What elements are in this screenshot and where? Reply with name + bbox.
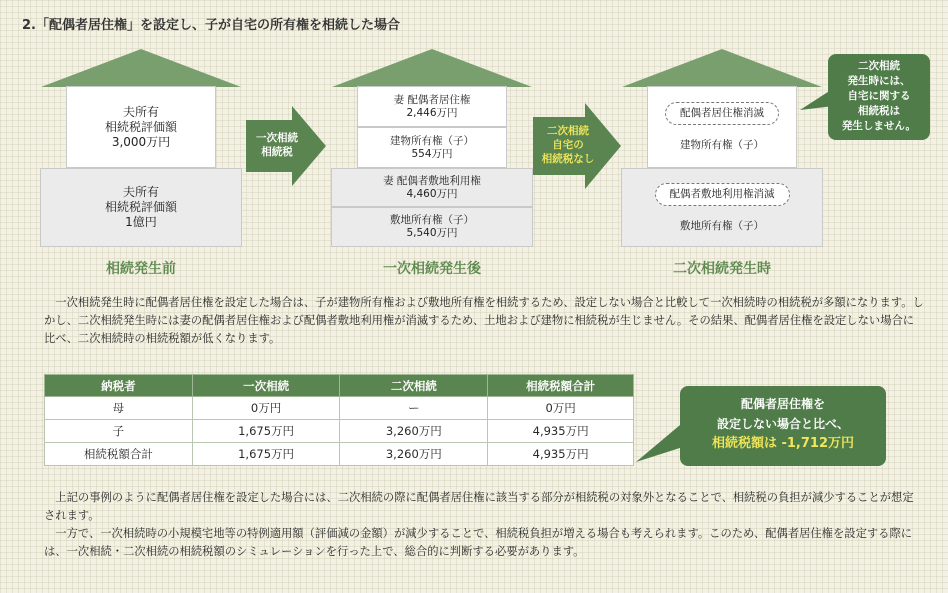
stage-label-before: 相続発生前 bbox=[106, 261, 176, 277]
building-value-before: 夫所有 相続税評価額 3,000万円 bbox=[66, 86, 216, 168]
header-total: 相続税額合計 bbox=[488, 375, 634, 397]
stage-label-first: 一次相続発生後 bbox=[383, 261, 481, 277]
header-first-inheritance: 一次相続 bbox=[192, 375, 340, 397]
land-use-right-extinguished: 配偶者敷地利用権消滅 bbox=[655, 183, 790, 206]
spouse-land-use-right: 妻 配偶者敷地利用権 4,460万円 bbox=[331, 168, 533, 207]
table-row: 子 1,675万円 3,260万円 4,935万円 bbox=[45, 420, 634, 443]
conclusion-paragraph-2: 一方で、一次相続時の小規模宅地等の特例適用額（評価減の金額）が減少することで、相続税負担が増える場合も考えられます。このため、配偶者居住権を設定する際には、一次相続・二次相続の相続税額のシミュレーションを行った上で、総合的に判断する必要があります。 bbox=[44, 527, 913, 558]
house-roof-second bbox=[621, 48, 823, 88]
building-after-second: 配偶者居住権消滅 建物所有権（子） bbox=[647, 86, 797, 168]
house-roof-before bbox=[40, 48, 242, 88]
callout-result-tail bbox=[636, 420, 686, 464]
arrow-second-label: 二次相続 自宅の 相続税なし bbox=[541, 125, 595, 165]
spouse-residence-right: 妻 配偶者居住権 2,446万円 bbox=[357, 86, 507, 127]
header-taxpayer: 納税者 bbox=[45, 375, 193, 397]
table-header-row bbox=[45, 375, 634, 397]
callout-tax-difference: 配偶者居住権を 設定しない場合と比べ、 相続税額は -1,712万円 bbox=[680, 386, 886, 466]
residence-right-extinguished: 配偶者居住権消滅 bbox=[665, 102, 779, 125]
table-row: 母 0万円 ー 0万円 bbox=[45, 397, 634, 420]
land-after-second: 配偶者敷地利用権消滅 敷地所有権（子） bbox=[621, 168, 823, 247]
tax-comparison-table bbox=[44, 374, 634, 466]
header-second-inheritance: 二次相続 bbox=[340, 375, 488, 397]
conclusion-paragraph-1: 上記の事例のように配偶者居住権を設定した場合には、二次相続の際に配偶者居住権に該当する部分が相続税の対象外となることで、相続税の負担が減少することが想定されます。 bbox=[44, 491, 914, 522]
callout-no-tax: 二次相続 発生時には、 自宅に関する 相続税は 発生しません。 bbox=[828, 54, 930, 140]
table-row: 相続税額合計 1,675万円 3,260万円 4,935万円 bbox=[45, 443, 634, 466]
stage-label-second: 二次相続発生時 bbox=[673, 261, 771, 277]
building-ownership-child: 建物所有権（子） 554万円 bbox=[357, 127, 507, 168]
land-ownership-child: 敷地所有権（子） 5,540万円 bbox=[331, 207, 533, 247]
arrow-first-label: 一次相続 相続税 bbox=[256, 132, 298, 158]
explanation-paragraph: 一次相続発生時に配偶者居住権を設定した場合は、子が建物所有権および敷地所有権を相続するため、設定しない場合と比較して一次相続時の相続税が多額になります。しかし、二次相続発生時には妻の配偶者居住権および配偶者敷地利用権が消滅するため、土地および建物に相続税が生じません。その結果、配偶者居住権を設定しない場合に比べ、二次相続時の相続税額が低くなります。 bbox=[44, 296, 924, 345]
page-title: 2.「配偶者居住権」を設定し、子が自宅の所有権を相続した場合 bbox=[22, 18, 400, 33]
house-roof-first bbox=[331, 48, 533, 88]
land-value-before: 夫所有 相続税評価額 1億円 bbox=[40, 168, 242, 247]
